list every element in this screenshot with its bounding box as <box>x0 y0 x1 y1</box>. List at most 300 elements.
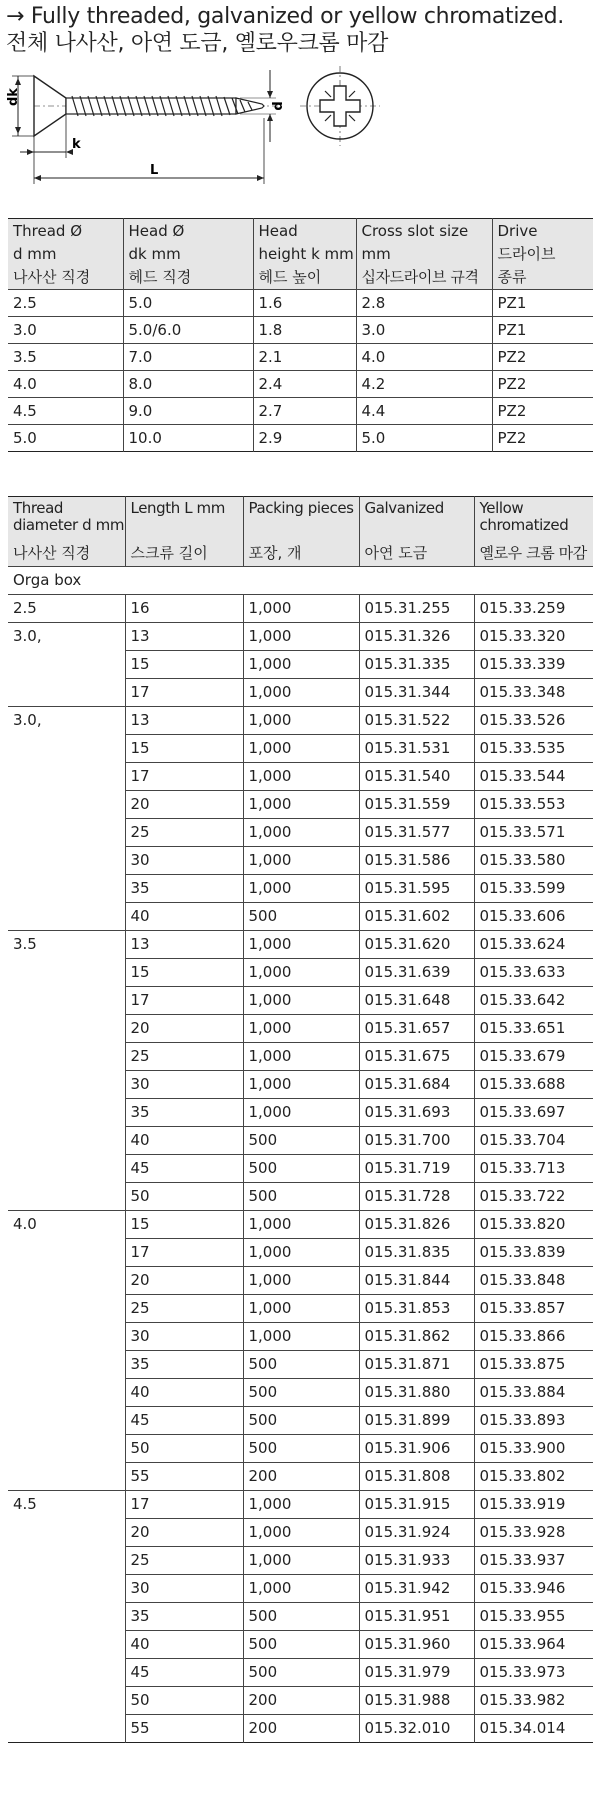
table-cell <box>8 651 125 679</box>
table-cell: 1,000 <box>243 847 359 875</box>
spec-header-cell <box>123 219 253 290</box>
table-cell: 1,000 <box>243 1295 359 1323</box>
table-cell: 015.33.820 <box>474 1211 593 1239</box>
table-row <box>8 1099 593 1127</box>
table-row <box>8 1155 593 1183</box>
table-cell: 015.31.586 <box>359 847 474 875</box>
header-en: Cross slot size <box>361 222 469 240</box>
table-cell: 015.33.964 <box>474 1631 593 1659</box>
table-cell: 015.31.577 <box>359 819 474 847</box>
table-cell <box>8 987 125 1015</box>
table-cell: 015.31.559 <box>359 791 474 819</box>
table-cell: 1,000 <box>243 1071 359 1099</box>
table-cell: 015.31.648 <box>359 987 474 1015</box>
table-cell <box>8 1351 125 1379</box>
table-cell: 25 <box>125 1547 243 1575</box>
table-row <box>8 1239 593 1267</box>
table-cell: 13 <box>125 931 243 959</box>
header-kr: 아연 도금 <box>364 544 428 562</box>
table-cell: 015.31.255 <box>359 595 474 623</box>
table-cell: 1,000 <box>243 679 359 707</box>
heading-english: → Fully threaded, galvanized or yellow chromatized. <box>6 4 564 29</box>
table-cell: 015.33.884 <box>474 1379 593 1407</box>
header-kr: 헤드 높이 <box>258 268 322 286</box>
table-cell <box>8 1183 125 1211</box>
header-en: Drive <box>497 222 538 240</box>
table-cell: PZ2 <box>492 425 593 452</box>
table-cell: 015.31.853 <box>359 1295 474 1323</box>
table-cell <box>8 1043 125 1071</box>
table-row <box>8 425 593 452</box>
dim-dk-label: dk <box>6 88 21 106</box>
order-header-cell <box>474 497 593 567</box>
table-row <box>8 1043 593 1071</box>
table-cell: 015.33.875 <box>474 1351 593 1379</box>
table-row <box>8 791 593 819</box>
table-cell: 015.31.675 <box>359 1043 474 1071</box>
table-cell: 10.0 <box>123 425 253 452</box>
table-cell: 30 <box>125 1071 243 1099</box>
table-cell: 2.1 <box>253 344 356 371</box>
table-cell: PZ1 <box>492 317 593 344</box>
header-en: Packing pieces <box>248 499 354 517</box>
table-cell: 3.0, <box>8 707 125 735</box>
table-cell: 5.0 <box>8 425 123 452</box>
table-cell: 015.31.595 <box>359 875 474 903</box>
table-cell <box>8 1687 125 1715</box>
dim-L-label: L <box>150 163 159 178</box>
table-cell: 15 <box>125 959 243 987</box>
table-cell: 1,000 <box>243 1547 359 1575</box>
table-cell: 15 <box>125 735 243 763</box>
table-cell: 015.33.982 <box>474 1687 593 1715</box>
table-cell: 015.31.844 <box>359 1267 474 1295</box>
table-cell: 4.5 <box>8 1491 125 1519</box>
table-cell: 015.33.535 <box>474 735 593 763</box>
table-cell: 1,000 <box>243 1043 359 1071</box>
table-cell: PZ2 <box>492 371 593 398</box>
table-cell: 1,000 <box>243 819 359 847</box>
table-cell <box>8 1407 125 1435</box>
table-cell <box>8 1519 125 1547</box>
table-cell: 015.31.540 <box>359 763 474 791</box>
table-cell: 015.33.606 <box>474 903 593 931</box>
table-cell: 015.31.826 <box>359 1211 474 1239</box>
header-en: Galvanized <box>364 499 444 517</box>
table-cell: 16 <box>125 595 243 623</box>
header-en-line2: 드라이브 <box>497 245 556 263</box>
pozidriv-recess-icon <box>300 66 380 146</box>
table-cell: 015.33.679 <box>474 1043 593 1071</box>
header-en: Length L mm <box>130 499 225 517</box>
table-cell: 5.0 <box>356 425 492 452</box>
table-cell: 015.31.906 <box>359 1435 474 1463</box>
table-cell: 1,000 <box>243 763 359 791</box>
table-row <box>8 763 593 791</box>
table-cell: 5.0 <box>123 290 253 317</box>
table-cell: 1,000 <box>243 735 359 763</box>
order-header-cell <box>243 497 359 567</box>
table-cell: 015.33.553 <box>474 791 593 819</box>
header-en: Thread diameter d mm <box>13 499 125 534</box>
spec-header-cell <box>8 219 123 290</box>
table-cell: 30 <box>125 1575 243 1603</box>
table-cell: 2.7 <box>253 398 356 425</box>
table-cell: 500 <box>243 1659 359 1687</box>
table-cell: 8.0 <box>123 371 253 398</box>
table-cell: 015.31.899 <box>359 1407 474 1435</box>
table-cell: 015.33.973 <box>474 1659 593 1687</box>
table-cell: 015.33.580 <box>474 847 593 875</box>
table-cell: 015.31.979 <box>359 1659 474 1687</box>
table-row <box>8 931 593 959</box>
table-cell: 4.2 <box>356 371 492 398</box>
table-cell: 9.0 <box>123 398 253 425</box>
table-cell: 30 <box>125 1323 243 1351</box>
table-cell: 1,000 <box>243 651 359 679</box>
table-cell: 40 <box>125 1631 243 1659</box>
spec-table-body <box>8 290 593 452</box>
table-cell: 015.31.531 <box>359 735 474 763</box>
table-cell: 500 <box>243 1155 359 1183</box>
table-cell: 015.33.571 <box>474 819 593 847</box>
table-cell: 015.33.866 <box>474 1323 593 1351</box>
table-cell: 500 <box>243 1127 359 1155</box>
table-cell: 500 <box>243 1631 359 1659</box>
table-cell: 1,000 <box>243 875 359 903</box>
table-cell: 015.33.713 <box>474 1155 593 1183</box>
table-cell: 015.31.880 <box>359 1379 474 1407</box>
table-cell: 015.32.010 <box>359 1715 474 1743</box>
table-row <box>8 1127 593 1155</box>
table-cell: 4.0 <box>8 371 123 398</box>
table-cell: 25 <box>125 1043 243 1071</box>
table-row <box>8 1183 593 1211</box>
header-kr: 스크류 길이 <box>130 544 208 562</box>
table-cell: 5.0/6.0 <box>123 317 253 344</box>
table-row <box>8 1463 593 1491</box>
table-cell: 015.31.602 <box>359 903 474 931</box>
table-row <box>8 1015 593 1043</box>
table-cell: 2.4 <box>253 371 356 398</box>
table-row <box>8 371 593 398</box>
order-header-cell <box>125 497 243 567</box>
table-cell: 015.31.684 <box>359 1071 474 1099</box>
table-row <box>8 1547 593 1575</box>
order-table <box>8 496 593 1743</box>
table-row <box>8 1211 593 1239</box>
table-cell: 55 <box>125 1715 243 1743</box>
table-cell <box>8 1379 125 1407</box>
table-row <box>8 317 593 344</box>
table-row <box>8 1631 593 1659</box>
header-en: Yellow chromatized <box>479 499 569 534</box>
table-cell: 015.31.924 <box>359 1519 474 1547</box>
table-cell: PZ2 <box>492 344 593 371</box>
table-cell: 015.33.919 <box>474 1491 593 1519</box>
table-cell: 015.31.835 <box>359 1239 474 1267</box>
table-row <box>8 1575 593 1603</box>
table-row <box>8 1659 593 1687</box>
table-cell: 45 <box>125 1155 243 1183</box>
dim-k-label: k <box>72 137 81 152</box>
header-kr: 나사산 직경 <box>13 544 91 562</box>
table-cell: 015.33.928 <box>474 1519 593 1547</box>
table-cell: 1,000 <box>243 707 359 735</box>
table-cell: 15 <box>125 1211 243 1239</box>
table-cell: 1,000 <box>243 1519 359 1547</box>
table-cell: 4.5 <box>8 398 123 425</box>
table-row <box>8 1687 593 1715</box>
table-cell: 015.33.704 <box>474 1127 593 1155</box>
table-cell: 1,000 <box>243 959 359 987</box>
table-row <box>8 679 593 707</box>
section-label: Orga box <box>8 567 593 595</box>
table-cell: 20 <box>125 1519 243 1547</box>
table-cell <box>8 1099 125 1127</box>
table-cell: 17 <box>125 1239 243 1267</box>
table-cell: 3.5 <box>8 344 123 371</box>
table-cell: 015.33.526 <box>474 707 593 735</box>
table-cell <box>8 1435 125 1463</box>
table-cell: 1,000 <box>243 1015 359 1043</box>
spec-header-cell <box>492 219 593 290</box>
table-cell: 015.31.862 <box>359 1323 474 1351</box>
table-cell: 3.0 <box>8 317 123 344</box>
table-cell <box>8 903 125 931</box>
table-cell <box>8 1015 125 1043</box>
heading-korean: 전체 나사산, 아연 도금, 옐로우크롬 마감 <box>6 31 389 56</box>
table-cell: 2.8 <box>356 290 492 317</box>
table-row <box>8 875 593 903</box>
spec-header-cell <box>253 219 356 290</box>
table-cell <box>8 1155 125 1183</box>
table-cell: 015.31.808 <box>359 1463 474 1491</box>
table-cell: 17 <box>125 1491 243 1519</box>
table-cell <box>8 1659 125 1687</box>
table-cell <box>8 679 125 707</box>
table-cell: 40 <box>125 903 243 931</box>
order-header-cell <box>359 497 474 567</box>
table-cell: 015.31.326 <box>359 623 474 651</box>
table-row <box>8 623 593 651</box>
table-row <box>8 819 593 847</box>
table-cell: 015.33.259 <box>474 595 593 623</box>
table-cell <box>8 1463 125 1491</box>
table-cell: 015.31.639 <box>359 959 474 987</box>
screw-technical-drawing <box>0 58 600 198</box>
table-cell: 45 <box>125 1659 243 1687</box>
table-row <box>8 1351 593 1379</box>
header-en: Head <box>258 222 298 240</box>
table-cell: 015.33.955 <box>474 1603 593 1631</box>
table-cell <box>8 763 125 791</box>
table-cell: 015.31.620 <box>359 931 474 959</box>
table-cell: 1,000 <box>243 1575 359 1603</box>
header-kr: 십자드라이브 규격 <box>361 268 479 286</box>
header-en: Head Ø <box>128 222 185 240</box>
table-cell: 015.31.700 <box>359 1127 474 1155</box>
table-cell <box>8 1127 125 1155</box>
table-cell: 015.34.014 <box>474 1715 593 1743</box>
table-cell: 13 <box>125 623 243 651</box>
table-cell: 015.31.951 <box>359 1603 474 1631</box>
table-cell: 015.33.857 <box>474 1295 593 1323</box>
order-table-body <box>8 567 593 1743</box>
table-cell: 3.0, <box>8 623 125 651</box>
header-en-line2: mm <box>361 245 391 263</box>
table-cell: 4.4 <box>356 398 492 425</box>
table-cell: 500 <box>243 1351 359 1379</box>
table-cell: 015.33.544 <box>474 763 593 791</box>
table-cell: 17 <box>125 679 243 707</box>
table-cell: 015.33.651 <box>474 1015 593 1043</box>
page-heading <box>6 4 596 57</box>
table-cell: 015.33.937 <box>474 1547 593 1575</box>
table-cell: 4.0 <box>8 1211 125 1239</box>
header-kr: 포장, 개 <box>248 544 302 562</box>
table-cell: 35 <box>125 1351 243 1379</box>
table-cell: 17 <box>125 763 243 791</box>
table-cell: 015.31.719 <box>359 1155 474 1183</box>
table-cell: 1,000 <box>243 595 359 623</box>
spec-table <box>8 218 593 452</box>
table-cell <box>8 959 125 987</box>
table-row <box>8 651 593 679</box>
table-cell: 015.33.624 <box>474 931 593 959</box>
table-cell: 015.31.988 <box>359 1687 474 1715</box>
table-cell: 015.33.339 <box>474 651 593 679</box>
table-cell: 015.31.522 <box>359 707 474 735</box>
table-row <box>8 344 593 371</box>
table-cell <box>8 1239 125 1267</box>
table-cell: PZ1 <box>492 290 593 317</box>
table-cell: 2.9 <box>253 425 356 452</box>
table-cell: 50 <box>125 1687 243 1715</box>
section-row <box>8 567 593 595</box>
table-cell: 015.31.960 <box>359 1631 474 1659</box>
table-cell: 015.31.344 <box>359 679 474 707</box>
table-cell: 2.5 <box>8 290 123 317</box>
table-cell: 20 <box>125 791 243 819</box>
spec-table-header <box>8 219 593 290</box>
table-cell: 1,000 <box>243 931 359 959</box>
table-cell: 015.33.599 <box>474 875 593 903</box>
table-cell <box>8 1323 125 1351</box>
table-cell: 13 <box>125 707 243 735</box>
table-row <box>8 987 593 1015</box>
table-cell: 35 <box>125 875 243 903</box>
table-cell: 40 <box>125 1127 243 1155</box>
table-cell: 50 <box>125 1183 243 1211</box>
table-cell: 015.33.722 <box>474 1183 593 1211</box>
table-cell: 500 <box>243 1407 359 1435</box>
table-cell <box>8 875 125 903</box>
table-row <box>8 735 593 763</box>
table-cell: 4.0 <box>356 344 492 371</box>
table-cell: 015.31.335 <box>359 651 474 679</box>
table-cell: 50 <box>125 1435 243 1463</box>
table-cell: 30 <box>125 847 243 875</box>
table-cell <box>8 1603 125 1631</box>
table-cell: 015.33.802 <box>474 1463 593 1491</box>
table-cell: 1,000 <box>243 1491 359 1519</box>
table-cell: 45 <box>125 1407 243 1435</box>
table-cell: 1,000 <box>243 623 359 651</box>
dim-d-label: d <box>271 101 286 111</box>
table-cell: 35 <box>125 1603 243 1631</box>
table-cell: 20 <box>125 1015 243 1043</box>
table-row <box>8 707 593 735</box>
table-cell: 1,000 <box>243 1267 359 1295</box>
table-cell: 20 <box>125 1267 243 1295</box>
table-cell: 3.5 <box>8 931 125 959</box>
header-kr: 헤드 직경 <box>128 268 192 286</box>
table-cell <box>8 791 125 819</box>
table-cell: 015.33.348 <box>474 679 593 707</box>
table-cell: PZ2 <box>492 398 593 425</box>
table-cell: 7.0 <box>123 344 253 371</box>
table-cell <box>8 1295 125 1323</box>
table-row <box>8 290 593 317</box>
table-cell: 55 <box>125 1463 243 1491</box>
table-cell <box>8 1267 125 1295</box>
table-cell: 500 <box>243 1435 359 1463</box>
table-row <box>8 903 593 931</box>
table-cell: 500 <box>243 1183 359 1211</box>
table-row <box>8 1715 593 1743</box>
table-cell: 015.33.320 <box>474 623 593 651</box>
table-cell: 015.33.633 <box>474 959 593 987</box>
table-cell: 015.33.839 <box>474 1239 593 1267</box>
table-cell: 200 <box>243 1463 359 1491</box>
table-cell: 500 <box>243 903 359 931</box>
header-en: Thread Ø <box>13 222 83 240</box>
table-cell: 015.31.871 <box>359 1351 474 1379</box>
table-row <box>8 847 593 875</box>
table-cell: 015.31.942 <box>359 1575 474 1603</box>
table-cell: 1,000 <box>243 791 359 819</box>
table-cell: 2.5 <box>8 595 125 623</box>
table-cell <box>8 847 125 875</box>
table-cell: 1,000 <box>243 1099 359 1127</box>
table-row <box>8 1295 593 1323</box>
table-cell: 500 <box>243 1603 359 1631</box>
table-cell: 25 <box>125 819 243 847</box>
table-cell: 015.33.900 <box>474 1435 593 1463</box>
table-row <box>8 1407 593 1435</box>
header-en-line2: height k mm <box>258 245 354 263</box>
table-row <box>8 1491 593 1519</box>
table-row <box>8 1435 593 1463</box>
table-cell: 200 <box>243 1687 359 1715</box>
table-row <box>8 1603 593 1631</box>
table-row <box>8 1267 593 1295</box>
table-row <box>8 1071 593 1099</box>
table-row <box>8 1323 593 1351</box>
table-cell: 1,000 <box>243 987 359 1015</box>
table-row <box>8 398 593 425</box>
header-kr: 나사산 직경 <box>13 268 91 286</box>
table-cell: 015.31.728 <box>359 1183 474 1211</box>
table-cell: 25 <box>125 1295 243 1323</box>
table-cell: 35 <box>125 1099 243 1127</box>
table-row <box>8 1379 593 1407</box>
table-cell: 1,000 <box>243 1211 359 1239</box>
header-kr: 옐로우 크롬 마감 <box>479 544 587 562</box>
table-cell: 015.33.642 <box>474 987 593 1015</box>
table-cell <box>8 1071 125 1099</box>
